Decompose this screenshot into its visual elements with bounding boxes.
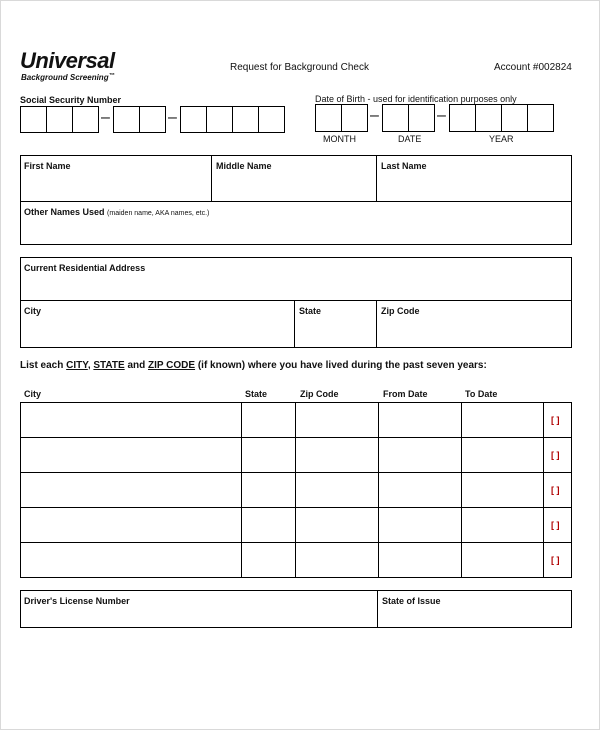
divider [20, 437, 572, 438]
dob-year-4[interactable] [527, 104, 554, 132]
dob-date-label: DATE [398, 134, 422, 144]
other-names-hint: (maiden name, AKA names, etc.) [107, 210, 210, 217]
address-city-field[interactable]: City [24, 306, 42, 316]
row-checkbox[interactable]: [ ] [551, 415, 560, 425]
divider [543, 402, 544, 578]
trademark-mark: ™ [108, 73, 115, 79]
divider [461, 402, 462, 578]
divider [376, 300, 377, 348]
column-header-zip: Zip Code [300, 389, 339, 399]
tagline-text: Background Screening [21, 73, 109, 82]
column-header-to-date: To Date [465, 389, 498, 399]
other-names-field[interactable] [24, 207, 209, 217]
middle-name-field[interactable]: Middle Name [216, 161, 272, 171]
divider [294, 300, 295, 348]
dob-year-3[interactable] [501, 104, 528, 132]
row-checkbox[interactable]: [ ] [551, 520, 560, 530]
name-section [20, 155, 572, 245]
divider [20, 300, 572, 301]
divider [378, 402, 379, 578]
dob-month-1[interactable] [315, 104, 342, 132]
ssn-separator: – [168, 109, 177, 126]
dob-date-2[interactable] [408, 104, 435, 132]
dob-label: Date of Birth - used for identification purposes only [315, 94, 517, 104]
row-checkbox[interactable]: [ ] [551, 555, 560, 565]
license-state-field[interactable]: State of Issue [382, 596, 441, 606]
dob-separator: – [370, 107, 379, 124]
history-instructions [20, 360, 487, 371]
address-zip-field[interactable]: Zip Code [381, 306, 420, 316]
ssn-digit-7[interactable] [206, 106, 233, 133]
divider [376, 155, 377, 202]
divider [20, 542, 572, 543]
ssn-digit-5[interactable] [139, 106, 166, 133]
last-name-field[interactable]: Last Name [381, 161, 427, 171]
ssn-digit-8[interactable] [232, 106, 259, 133]
divider [295, 402, 296, 578]
intro-text: , [87, 360, 94, 371]
ssn-digit-9[interactable] [258, 106, 285, 133]
intro-text: (if known) where you have lived during the past seven years: [195, 360, 487, 371]
dob-date-1[interactable] [382, 104, 409, 132]
intro-state-word: STATE [93, 360, 125, 371]
intro-text: and [124, 360, 149, 371]
dob-separator: – [437, 107, 446, 124]
current-address-field[interactable]: Current Residential Address [24, 263, 146, 273]
dob-year-1[interactable] [449, 104, 476, 132]
column-header-from-date: From Date [383, 389, 428, 399]
first-name-field[interactable]: First Name [24, 161, 71, 171]
address-state-field[interactable]: State [299, 306, 322, 316]
column-header-state: State [245, 389, 268, 399]
ssn-label: Social Security Number [20, 95, 122, 105]
intro-city-word: CITY [66, 360, 88, 371]
divider [211, 155, 212, 202]
divider [20, 201, 572, 202]
divider [377, 590, 378, 628]
other-names-label: Other Names Used [24, 207, 105, 217]
row-checkbox[interactable]: [ ] [551, 450, 560, 460]
ssn-separator: – [101, 109, 110, 126]
ssn-digit-6[interactable] [180, 106, 207, 133]
row-checkbox[interactable]: [ ] [551, 485, 560, 495]
divider [20, 507, 572, 508]
dob-month-2[interactable] [341, 104, 368, 132]
dob-year-label: YEAR [489, 134, 514, 144]
residence-history-table [20, 402, 572, 578]
dob-year-2[interactable] [475, 104, 502, 132]
ssn-digit-2[interactable] [46, 106, 73, 133]
license-number-field[interactable]: Driver's License Number [24, 596, 130, 606]
form-title: Request for Background Check [230, 62, 369, 73]
ssn-digit-4[interactable] [113, 106, 140, 133]
ssn-digit-1[interactable] [20, 106, 47, 133]
divider [20, 472, 572, 473]
company-logo-tagline [21, 73, 115, 82]
company-logo: Universal [20, 48, 115, 73]
column-header-city: City [24, 389, 42, 399]
intro-zip-word: ZIP CODE [148, 360, 196, 371]
ssn-digit-3[interactable] [72, 106, 99, 133]
divider [241, 402, 242, 578]
dob-month-label: MONTH [323, 134, 356, 144]
intro-text: List each [20, 360, 67, 371]
account-number: Account #002824 [494, 62, 572, 73]
